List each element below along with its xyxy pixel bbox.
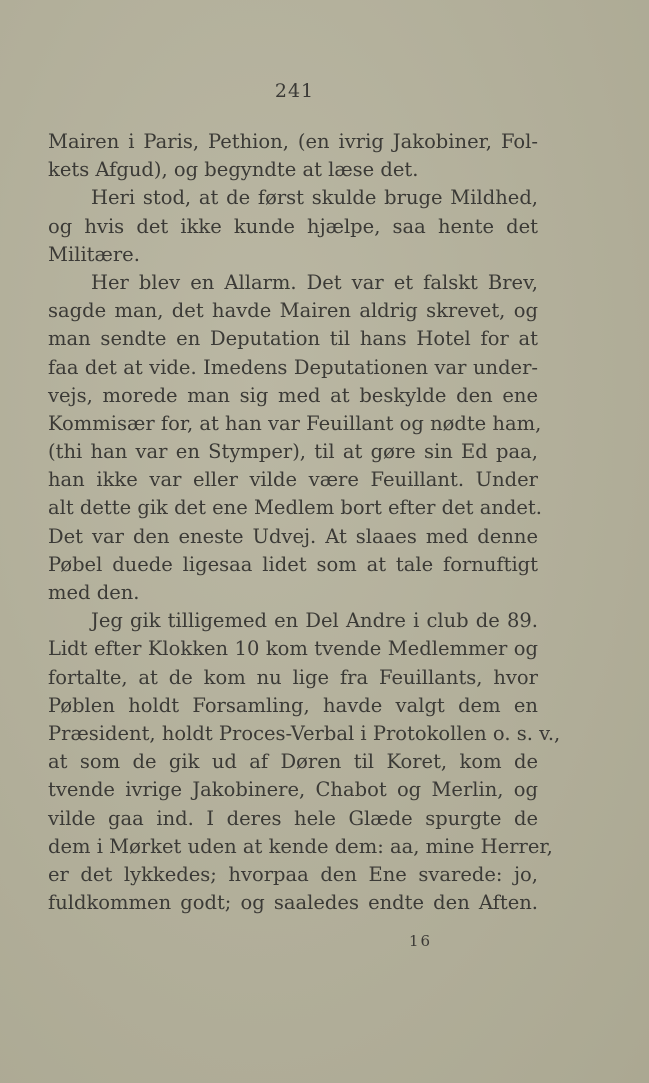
text-line: vilde gaa ind. I deres hele Glæde spurgte de xyxy=(48,806,538,830)
text-line: og hvis det ikke kunde hjælpe, saa hente det xyxy=(48,214,538,238)
text-line: Jeg gik tilligemed en Del Andre i club de 89. xyxy=(91,609,538,633)
text-line: Pøbel duede ligesaa lidet som at tale fornuftigt xyxy=(48,552,538,576)
text-line: Pøblen holdt Forsamling, havde valgt dem en xyxy=(48,693,538,717)
text-line: Det var den eneste Udvej. At slaaes med denne xyxy=(48,524,538,548)
text-line: er det lykkedes; hvorpaa den Ene svarede: jo, xyxy=(48,862,538,886)
text-line: at som de gik ud af Døren til Koret, kom de xyxy=(48,750,538,774)
text-line: (thi han var en Stymper), til at gøre sin Ed paa, xyxy=(48,440,538,464)
text-line: Mairen i Paris, Pethion, (en ivrig Jakobiner, Fol- xyxy=(48,130,538,153)
text-line: Lidt efter Klokken 10 kom tvende Medlemmer og xyxy=(48,637,538,661)
text-line: tvende ivrige Jakobinere, Chabot og Merlin, og xyxy=(48,778,538,802)
text-line: vejs, morede man sig med at beskylde den ene xyxy=(48,383,538,407)
text-line: Her blev en Allarm. Det var et falskt Brev, xyxy=(91,270,538,294)
text-line: Præsident, holdt Proces-Verbal i Protokollen o. s. v., xyxy=(48,721,561,745)
text-line: fortalte, at de kom nu lige fra Feuillants, hvor xyxy=(48,665,538,689)
text-line: faa det at vide. Imedens Deputationen var under- xyxy=(48,355,538,379)
text-line: dem i Mørket uden at kende dem: aa, mine Herrer, xyxy=(48,834,553,858)
text-line: Militære. xyxy=(48,242,140,266)
text-line: med den. xyxy=(48,581,140,604)
text-line: fuldkommen godt; og saaledes endte den Aften. xyxy=(48,891,538,915)
page-number: 241 xyxy=(274,80,315,102)
body-text xyxy=(48,128,561,917)
text-line: han ikke var eller vilde være Feuillant. Under xyxy=(48,468,538,492)
text-line: alt dette gik det ene Medlem bort efter det andet. xyxy=(48,496,542,520)
text-line: Heri stod, at de først skulde bruge Mildhed, xyxy=(91,186,538,210)
text-line: Kommisær for, at han var Feuillant og nødte ham, xyxy=(48,411,542,435)
text-line: kets Afgud), og begyndte at læse det. xyxy=(48,158,419,182)
text-line: sagde man, det havde Mairen aldrig skrevet, og xyxy=(48,299,538,323)
signature-mark: 16 xyxy=(409,932,433,950)
text-line: man sendte en Deputation til hans Hotel for at xyxy=(48,327,538,351)
